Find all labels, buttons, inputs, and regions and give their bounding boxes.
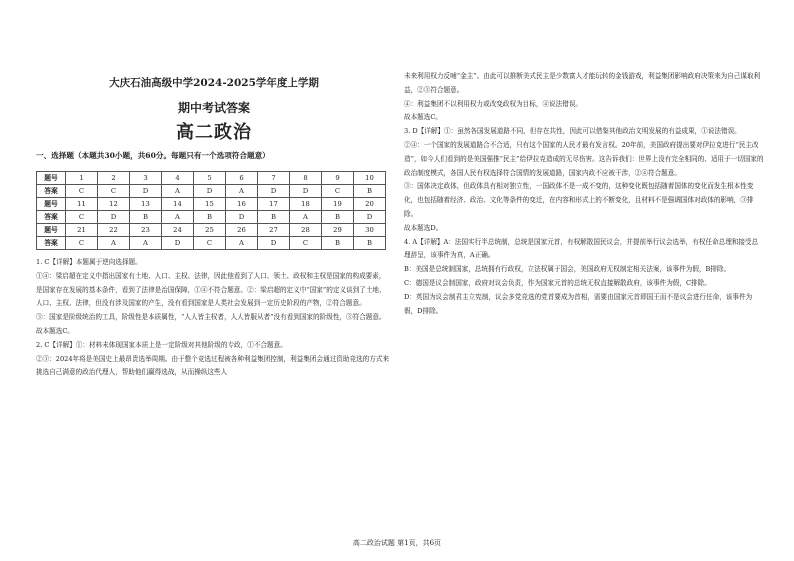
- table-cell: 4: [162, 172, 194, 185]
- table-cell: 25: [194, 224, 226, 237]
- table-cell: 29: [322, 224, 354, 237]
- table-cell: C: [322, 185, 354, 198]
- paragraph: B：美国是总统制国家，总统拥有行政权，立法权属于国会，美国政府无权制定相关法案，该事件为假，B排除。: [404, 265, 731, 274]
- table-cell: A: [162, 211, 194, 224]
- table-cell: C: [66, 211, 98, 224]
- table-cell: C: [194, 237, 226, 250]
- paragraph: 未来利用权力反哺“金主”。由此可以推断美式民主是少数富人才能玩转的金钱游戏，利益集团影响政府决策来为自己谋取利益，②③符合题意。: [404, 72, 761, 94]
- answer-table-row: [37, 172, 386, 185]
- table-cell: 9: [322, 172, 354, 185]
- table-cell: C: [290, 237, 322, 250]
- paragraph: ②④：一个国家的发展道路合不合适，只有这个国家的人民才最有发言权。20年前，美国政府提出要对伊拉克进行“民主改造”，如今人们看到的是美国强推“民主”给伊拉克造成的无尽伤害。这告诉我们：世界上没有完全相同的、适用于一切国家的政治制度模式，各国人民有权选择符合国情的发展道路，国家内政不应被干涉，②④符合题意。: [404, 140, 764, 177]
- table-cell: 23: [130, 224, 162, 237]
- section-title: 一、选择题（本题共30小题，共60分。每题只有一个选项符合题意）: [36, 151, 270, 160]
- table-cell: 2: [98, 172, 130, 185]
- table-cell: D: [226, 211, 258, 224]
- table-cell: 13: [130, 198, 162, 211]
- table-cell: 19: [322, 198, 354, 211]
- paragraph: 故本题选C。: [404, 113, 443, 122]
- table-cell: 26: [226, 224, 258, 237]
- table-cell: 22: [98, 224, 130, 237]
- table-cell: 6: [226, 172, 258, 185]
- left-column: [36, 70, 392, 380]
- table-cell: D: [194, 185, 226, 198]
- row-label: 题号: [37, 172, 66, 185]
- table-cell: A: [226, 237, 258, 250]
- exam-title: 期中考试答案: [177, 101, 250, 115]
- table-cell: B: [354, 185, 386, 198]
- table-cell: 17: [258, 198, 290, 211]
- table-cell: 14: [162, 198, 194, 211]
- table-cell: 8: [290, 172, 322, 185]
- table-cell: A: [162, 185, 194, 198]
- table-cell: B: [322, 211, 354, 224]
- table-cell: 3: [130, 172, 162, 185]
- table-cell: B: [322, 237, 354, 250]
- left-text: [36, 256, 392, 380]
- table-cell: C: [66, 185, 98, 198]
- paragraph: ④：利益集团不以利用权力或改变政权为目标，④说法错误。: [404, 99, 583, 108]
- table-cell: 18: [290, 198, 322, 211]
- paragraph: ②③：2024年将是美国史上最昂贵选举周期。由于整个竞选过程被各种利益集团控制，利益集团会通过资助竞选的方式来挑选自己满意的政治代理人，帮助他们赢得选战，从而操纵这些人: [36, 354, 390, 377]
- answer-table-row: [37, 185, 386, 198]
- table-cell: 11: [66, 198, 98, 211]
- table-cell: D: [98, 211, 130, 224]
- paragraph: 2. C【详解】①：材料未体现国家本质上是一定阶级对其他阶级的专政，①不合题意。: [36, 340, 287, 349]
- row-label: 题号: [37, 198, 66, 211]
- table-cell: D: [290, 185, 322, 198]
- answer-table-row: [37, 198, 386, 211]
- table-cell: 27: [258, 224, 290, 237]
- paragraph: 4. A【详解】A：法国实行半总统制，总统是国家元首，有权解散国民议会，并提前举行议会选举，有权任命总理和接受总理辞呈，该事件为真，A正确。: [404, 237, 759, 260]
- table-cell: A: [226, 185, 258, 198]
- table-cell: A: [290, 211, 322, 224]
- school-title: 大庆石油高级中学2024-2025学年度上学期: [109, 77, 319, 89]
- table-cell: B: [194, 211, 226, 224]
- table-cell: 28: [290, 224, 322, 237]
- subject-title: 高二政治: [176, 122, 252, 143]
- table-cell: 24: [162, 224, 194, 237]
- row-label: 答案: [37, 211, 66, 224]
- paragraph: ③：国家是阶级统治的工具，阶级性是本质属性，“人人皆主权者，人人皆服从者”没有看到国家的阶级性，③符合题意。: [36, 313, 386, 322]
- paragraph: 故本题选D。: [404, 223, 443, 232]
- table-cell: 21: [66, 224, 98, 237]
- table-cell: 5: [194, 172, 226, 185]
- table-cell: A: [98, 237, 130, 250]
- table-cell: 16: [226, 198, 258, 211]
- answer-table: [36, 171, 386, 250]
- table-cell: A: [130, 237, 162, 250]
- answer-table-row: [37, 237, 386, 250]
- table-cell: 12: [98, 198, 130, 211]
- paragraph: 故本题选C。: [36, 326, 75, 335]
- row-label: 答案: [37, 237, 66, 250]
- right-column: [404, 70, 764, 318]
- table-cell: C: [98, 185, 130, 198]
- table-cell: B: [130, 211, 162, 224]
- paragraph: 1. C【详解】本题属于逆向选择题。: [36, 258, 142, 266]
- table-cell: 15: [194, 198, 226, 211]
- answer-table-row: [37, 224, 386, 237]
- table-cell: 7: [258, 172, 290, 185]
- table-cell: 20: [354, 198, 386, 211]
- table-cell: 1: [66, 172, 98, 185]
- row-label: 题号: [37, 224, 66, 237]
- paragraph: ③：国体决定政体，但政体具有相对独立性，一国政体不是一成不变的，这种变化既包括随着国体的变化而发生根本性变化，也包括随着经济、政治、文化等条件的变迁，在内容和形式上的不断变化，且材料不是强调国体对政体的影响，③排除。: [404, 182, 754, 218]
- table-cell: D: [258, 237, 290, 250]
- table-cell: C: [66, 237, 98, 250]
- paragraph: 3. D【详解】①：虽然各国发展道路不同，但存在共性，因此可以借鉴其他政治文明发展的有益成果，①说法错误。: [404, 127, 741, 136]
- table-cell: D: [130, 185, 162, 198]
- right-text: [404, 70, 764, 318]
- table-cell: D: [354, 211, 386, 224]
- table-cell: 30: [354, 224, 386, 237]
- page-footer: 高二政治试题 第1页，共6页: [352, 539, 442, 547]
- table-cell: 10: [354, 172, 386, 185]
- table-cell: D: [258, 185, 290, 198]
- paragraph: D：英国为议会制君主立宪制，议会多党竞选的党首要成为首相，需要由国家元首即国王而不是议会进行任命，该事件为假，D排除。: [404, 292, 753, 315]
- table-cell: B: [258, 211, 290, 224]
- table-cell: D: [162, 237, 194, 250]
- table-cell: B: [354, 237, 386, 250]
- row-label: 答案: [37, 185, 66, 198]
- paragraph: ①④：梁启超在定义中指出国家有土地、人口、主权、法律，因此他看到了人口、领土、政权和主权是国家的构成要素，是国家存在发展的基本条件，看到了法律是治国保障，①④不符合题意。②：梁启超的定义中“国家”的定义谈到了土地、人口、主权、法律，但没有涉及国家的产生，没有看到国家是人类社会发展到一定历史阶段的产物，②符合题意。: [36, 271, 386, 308]
- answer-table-row: [37, 211, 386, 224]
- paragraph: C：德国是议会制国家，政府对议会负责，作为国家元首的总统无权直接解散政府，该事件为假，C排除。: [404, 278, 711, 287]
